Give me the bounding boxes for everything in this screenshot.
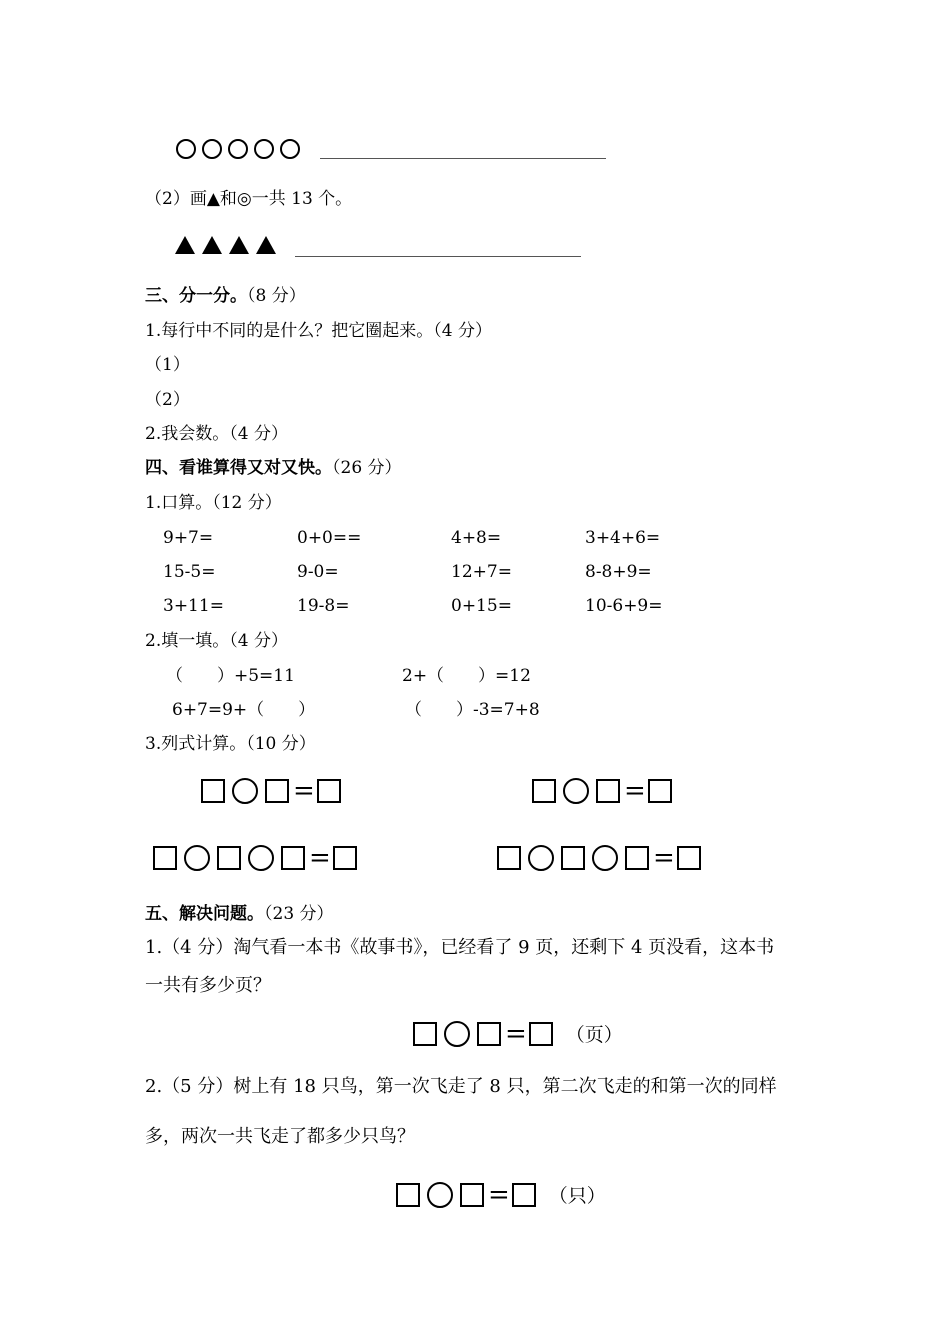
section-3-q2: 2.我会数。（4 分） bbox=[145, 424, 288, 444]
operator-circle[interactable] bbox=[528, 845, 554, 871]
equation-template-long bbox=[153, 845, 364, 871]
operator-circle[interactable] bbox=[248, 845, 274, 871]
section-4-title: 四、看谁算得又对又快。 bbox=[145, 458, 332, 478]
fill-item: 2+（ ）=12 bbox=[402, 666, 531, 686]
answer-box[interactable] bbox=[265, 779, 289, 803]
section-4-q3: 3.列式计算。（10 分） bbox=[145, 734, 316, 754]
triangle-shape bbox=[175, 236, 195, 254]
answer-box[interactable] bbox=[396, 1183, 420, 1207]
fill-item: 6+7=9+（ ） bbox=[172, 700, 316, 720]
answer-box[interactable] bbox=[529, 1022, 553, 1046]
unit-label: （页） bbox=[565, 1024, 623, 1046]
equation-template bbox=[201, 778, 348, 804]
section-5-title: 五、解决问题。 bbox=[145, 904, 264, 924]
fill-item: （ ）-3=7+8 bbox=[405, 700, 540, 720]
circle-row bbox=[176, 139, 306, 159]
problem-1-equation bbox=[413, 1020, 623, 1047]
oral-item: 8-8+9= bbox=[585, 562, 652, 582]
equation-template bbox=[532, 778, 679, 804]
oral-item: 0+0== bbox=[297, 528, 362, 548]
operator-circle[interactable] bbox=[184, 845, 210, 871]
equation-template-long bbox=[497, 845, 708, 871]
triangle-row bbox=[175, 236, 283, 254]
section-4-q1: 1.口算。（12 分） bbox=[145, 493, 282, 513]
equals-sign: = bbox=[293, 776, 315, 806]
circle-shape bbox=[254, 139, 274, 159]
circle-shape bbox=[280, 139, 300, 159]
operator-circle[interactable] bbox=[563, 778, 589, 804]
problem-1-line-2: 一共有多少页？ bbox=[145, 975, 271, 996]
answer-box[interactable] bbox=[625, 846, 649, 870]
oral-item: 3+11= bbox=[163, 596, 224, 616]
equals-sign: = bbox=[488, 1179, 510, 1210]
answer-box[interactable] bbox=[512, 1183, 536, 1207]
circle-shape bbox=[176, 139, 196, 159]
operator-circle[interactable] bbox=[444, 1021, 470, 1047]
problem-1-line-1: 1.（4 分）淘气看一本书《故事书》，已经看了 9 页，还剩下 4 页没看，这本书 bbox=[145, 937, 775, 958]
answer-box[interactable] bbox=[561, 846, 585, 870]
oral-item: 10-6+9= bbox=[585, 596, 663, 616]
answer-box[interactable] bbox=[217, 846, 241, 870]
answer-box[interactable] bbox=[281, 846, 305, 870]
problem-2-equation bbox=[396, 1181, 606, 1208]
operator-circle[interactable] bbox=[592, 845, 618, 871]
circle-shape bbox=[202, 139, 222, 159]
answer-box[interactable] bbox=[596, 779, 620, 803]
answer-box[interactable] bbox=[477, 1022, 501, 1046]
fill-item: （ ）+5=11 bbox=[166, 666, 295, 686]
operator-circle[interactable] bbox=[427, 1182, 453, 1208]
section-3-q1-row2: （2） bbox=[145, 390, 190, 410]
circle-shape bbox=[228, 139, 248, 159]
section-4-heading bbox=[145, 457, 402, 479]
oral-item: 12+7= bbox=[451, 562, 512, 582]
equals-sign: = bbox=[653, 843, 675, 873]
oral-item: 0+15= bbox=[451, 596, 512, 616]
triangle-shape bbox=[256, 236, 276, 254]
oral-item: 9+7= bbox=[163, 528, 214, 548]
equals-sign: = bbox=[309, 843, 331, 873]
equals-sign: = bbox=[624, 776, 646, 806]
section-3-heading bbox=[145, 285, 306, 307]
answer-box[interactable] bbox=[201, 779, 225, 803]
answer-line bbox=[320, 158, 606, 159]
oral-item: 3+4+6= bbox=[585, 528, 661, 548]
section-3-score: （8 分） bbox=[247, 286, 306, 306]
answer-box[interactable] bbox=[497, 846, 521, 870]
answer-line bbox=[295, 256, 581, 257]
triangle-shape bbox=[229, 236, 249, 254]
question-2-draw: （2）画▲和◎一共 13 个。 bbox=[145, 189, 353, 209]
answer-box[interactable] bbox=[460, 1183, 484, 1207]
answer-box[interactable] bbox=[532, 779, 556, 803]
problem-2-line-1: 2.（5 分）树上有 18 只鸟，第一次飞走了 8 只，第二次飞走的和第一次的同样 bbox=[145, 1076, 777, 1097]
oral-item: 9-0= bbox=[297, 562, 339, 582]
section-4-q2: 2.填一填。（4 分） bbox=[145, 631, 288, 651]
answer-box[interactable] bbox=[413, 1022, 437, 1046]
answer-box[interactable] bbox=[317, 779, 341, 803]
section-5-heading bbox=[145, 903, 334, 925]
unit-label: （只） bbox=[548, 1185, 606, 1207]
answer-box[interactable] bbox=[677, 846, 701, 870]
section-3-title: 三、分一分。 bbox=[145, 286, 247, 306]
oral-item: 4+8= bbox=[451, 528, 502, 548]
oral-item: 15-5= bbox=[163, 562, 216, 582]
section-3-q1: 1.每行中不同的是什么？把它圈起来。（4 分） bbox=[145, 321, 492, 341]
answer-box[interactable] bbox=[333, 846, 357, 870]
oral-item: 19-8= bbox=[297, 596, 350, 616]
operator-circle[interactable] bbox=[232, 778, 258, 804]
section-4-score: （26 分） bbox=[332, 458, 402, 478]
answer-box[interactable] bbox=[153, 846, 177, 870]
problem-2-line-2: 多，两次一共飞走了都多少只鸟？ bbox=[145, 1126, 415, 1147]
section-5-score: （23 分） bbox=[264, 904, 334, 924]
answer-box[interactable] bbox=[648, 779, 672, 803]
section-3-q1-row1: （1） bbox=[145, 355, 190, 375]
triangle-shape bbox=[202, 236, 222, 254]
equals-sign: = bbox=[505, 1018, 527, 1049]
